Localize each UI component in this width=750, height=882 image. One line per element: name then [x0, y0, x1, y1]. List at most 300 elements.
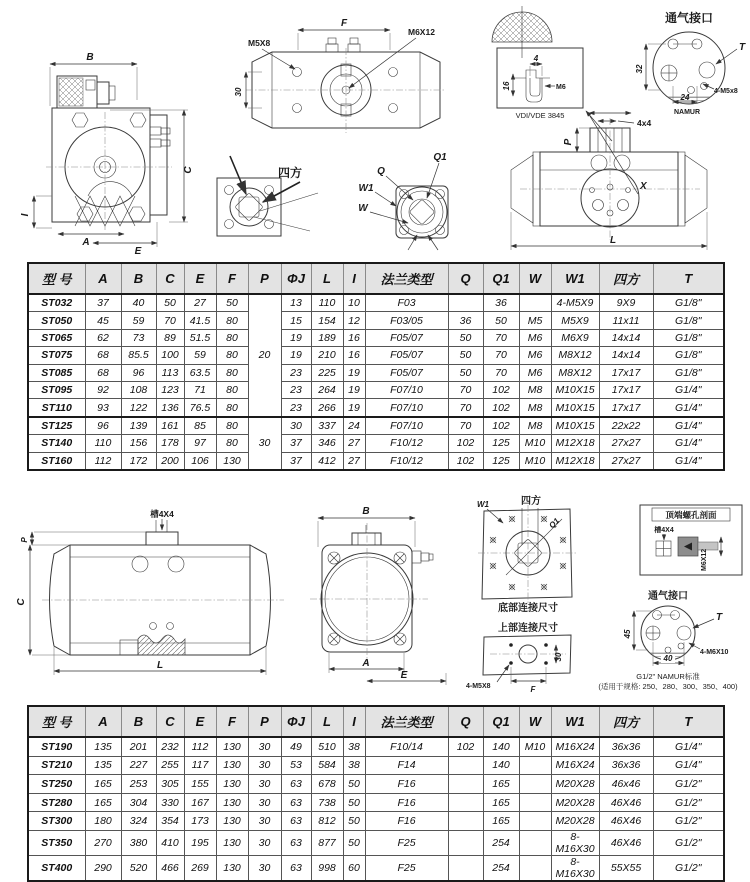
spec-cell: 50: [216, 294, 248, 312]
spec-cell: 410: [156, 830, 184, 855]
column-header: I: [343, 706, 365, 737]
column-header: 四方: [599, 263, 653, 294]
spec-cell: 19: [343, 381, 365, 398]
air-port-title: 通气接口: [664, 11, 714, 25]
spec-cell: G1/8": [653, 347, 724, 364]
spec-cell: 41.5: [184, 312, 216, 329]
spec-cell: 8-M16X30: [551, 830, 599, 855]
spec-cell: 8-M16X30: [551, 855, 599, 881]
spec-cell: 59: [184, 347, 216, 364]
spec-cell: 130: [216, 855, 248, 881]
column-header: E: [184, 263, 216, 294]
spec-cell: 19: [281, 347, 311, 364]
dim-c-label: C: [183, 166, 194, 174]
dim-i-label: I: [20, 213, 31, 217]
dim-40-label: 40: [663, 654, 673, 663]
column-header: C: [156, 706, 184, 737]
spec-cell: [448, 830, 483, 855]
spec-cell: M8X12: [551, 364, 599, 381]
spec-cell: 24: [343, 417, 365, 435]
spec-cell: 19: [281, 329, 311, 346]
spec-cell: 200: [156, 452, 184, 470]
spec-cell: 290: [85, 855, 121, 881]
dim-a2-label: A: [362, 658, 370, 669]
vdi-caption: VDI/VDE 3845: [515, 111, 565, 120]
spec-cell: 106: [184, 452, 216, 470]
spec-cell: [519, 855, 551, 881]
spec-cell: 38: [343, 756, 365, 775]
spec-row: [28, 830, 724, 855]
spec-cell: [448, 294, 483, 312]
spec-cell: F05/07: [365, 347, 448, 364]
column-header: 四方: [599, 706, 653, 737]
spec-cell: 11x11: [599, 312, 653, 329]
spec-cell: G1/2": [653, 793, 724, 812]
spec-cell: F05/07: [365, 329, 448, 346]
spec-cell: 130: [216, 830, 248, 855]
spec-cell: M5X9: [551, 312, 599, 329]
spec-cell: 330: [156, 793, 184, 812]
spec-cell: 16: [343, 329, 365, 346]
spec-cell: 70: [448, 417, 483, 435]
column-header: B: [121, 263, 156, 294]
4m5x8-callout: 4-M5X8: [466, 683, 491, 690]
spec-cell: 30: [248, 830, 281, 855]
spec-cell: 80: [216, 329, 248, 346]
spec-cell: 156: [121, 435, 156, 452]
spec-cell: M6: [519, 347, 551, 364]
column-header: I: [343, 263, 365, 294]
spec-cell: G1/4": [653, 452, 724, 470]
spec-cell: 80: [216, 364, 248, 381]
t-label: T: [738, 42, 746, 53]
spec-cell: 30: [248, 775, 281, 794]
column-header: E: [184, 706, 216, 737]
column-header: L: [311, 706, 343, 737]
spec-cell: M10X15: [551, 399, 599, 417]
spec-cell: 80: [216, 347, 248, 364]
dim-e-label: E: [134, 246, 142, 257]
q1-label: Q1: [433, 152, 447, 163]
model-cell: ST300: [28, 812, 85, 831]
spec-cell: 102: [448, 435, 483, 452]
top-connection-view: [466, 621, 571, 694]
spec-cell: 38: [343, 737, 365, 756]
spec-cell: F07/10: [365, 417, 448, 435]
vdi-m6-label: M6: [556, 84, 566, 91]
dim-a-label: A: [82, 237, 90, 248]
model-cell: ST280: [28, 793, 85, 812]
spec-cell: 9X9: [599, 294, 653, 312]
spec-cell: M8: [519, 399, 551, 417]
spec-cell: 264: [311, 381, 343, 398]
spec-row: [28, 775, 724, 794]
square-callout-2: 四方: [521, 496, 541, 507]
actuator-top-view: [234, 18, 446, 133]
spec-cell: 37: [85, 294, 121, 312]
namur-label: NAMUR: [673, 109, 701, 116]
spec-cell: 50: [343, 775, 365, 794]
spec-cell: M12X18: [551, 435, 599, 452]
spec-row: [28, 364, 724, 381]
column-header: P: [248, 263, 281, 294]
spec-cell: 63: [281, 793, 311, 812]
shaft-flange-view: [358, 152, 448, 250]
column-header: A: [85, 706, 121, 737]
spec-cell: 36: [448, 312, 483, 329]
column-header: 型 号: [28, 263, 85, 294]
column-header: ΦJ: [281, 263, 311, 294]
spec-cell: M20X28: [551, 812, 599, 831]
spec-cell: 180: [85, 812, 121, 831]
spec-cell: 254: [483, 830, 519, 855]
spec-cell: F16: [365, 775, 448, 794]
spec-cell: 30: [248, 737, 281, 756]
model-cell: ST350: [28, 830, 85, 855]
spec-row: [28, 329, 724, 346]
spec-cell: 130: [216, 756, 248, 775]
spec-cell: 165: [483, 793, 519, 812]
spec-cell: M10X15: [551, 417, 599, 435]
spec-cell: 51.5: [184, 329, 216, 346]
spec-cell: 232: [156, 737, 184, 756]
spec-cell: 30: [248, 812, 281, 831]
spec-cell: M20X28: [551, 775, 599, 794]
q-label: Q: [377, 166, 385, 177]
spec-cell: 122: [121, 399, 156, 417]
spec-cell: 97: [184, 435, 216, 452]
spec-cell: 201: [121, 737, 156, 756]
spec-cell: 270: [85, 830, 121, 855]
column-header: P: [248, 706, 281, 737]
spec-cell: F14: [365, 756, 448, 775]
bottom-drawings: [0, 487, 750, 702]
column-header: C: [156, 263, 184, 294]
spec-cell: G1/2": [653, 775, 724, 794]
p-value-cell: 30: [248, 417, 281, 470]
m6x12-label-2: M6X12: [701, 548, 708, 571]
spec-cell: 139: [121, 417, 156, 435]
dim-l-label: L: [609, 235, 617, 246]
column-header: B: [121, 706, 156, 737]
spec-cell: 678: [311, 775, 343, 794]
spec-cell: 140: [483, 737, 519, 756]
spec-cell: 812: [311, 812, 343, 831]
spec-cell: G1/8": [653, 294, 724, 312]
spec-cell: 167: [184, 793, 216, 812]
spec-cell: 70: [156, 312, 184, 329]
x-label: X: [640, 181, 647, 192]
spec-cell: 110: [311, 294, 343, 312]
spec-cell: G1/4": [653, 381, 724, 398]
spec-cell: 17x17: [599, 364, 653, 381]
spec-cell: 227: [121, 756, 156, 775]
spec-cell: 23: [281, 364, 311, 381]
w-label: W: [358, 203, 368, 214]
spec-cell: 269: [184, 855, 216, 881]
column-header: A: [85, 263, 121, 294]
spec-cell: 23: [281, 399, 311, 417]
spec-cell: 63: [281, 775, 311, 794]
spec-cell: M16X24: [551, 756, 599, 775]
spec-cell: 17x17: [599, 399, 653, 417]
spec-cell: 173: [184, 812, 216, 831]
model-cell: ST210: [28, 756, 85, 775]
spec-cell: F07/10: [365, 381, 448, 398]
spec-cell: M6: [519, 364, 551, 381]
spec-cell: 50: [448, 347, 483, 364]
square-callout-label: 四方: [277, 166, 303, 180]
slot-4x4-label-2: 槽4X4: [654, 527, 674, 534]
column-header: Q1: [483, 263, 519, 294]
spec-cell: 30: [281, 417, 311, 435]
dim-b2-label: B: [362, 506, 370, 517]
spec-cell: G1/8": [653, 329, 724, 346]
spec-cell: G1/4": [653, 399, 724, 417]
spec-cell: 337: [311, 417, 343, 435]
spec-cell: 80: [216, 417, 248, 435]
spec-cell: [448, 756, 483, 775]
model-cell: ST075: [28, 347, 85, 364]
square-flange-view: [217, 156, 318, 236]
spec-cell: 50: [343, 812, 365, 831]
spec-cell: 877: [311, 830, 343, 855]
spec-cell: 80: [216, 435, 248, 452]
spec-cell: 23: [281, 381, 311, 398]
spec-cell: 50: [343, 830, 365, 855]
dim-l2-label: L: [156, 660, 164, 671]
spec-cell: 305: [156, 775, 184, 794]
dimension-table-small-models: [27, 262, 725, 471]
spec-cell: 27: [343, 452, 365, 470]
column-header: F: [216, 706, 248, 737]
column-header: Q: [448, 263, 483, 294]
top-thread-section-box: [640, 505, 742, 575]
spec-cell: G1/4": [653, 435, 724, 452]
air-port-namur-bottom: [598, 589, 738, 691]
spec-cell: [448, 793, 483, 812]
spec-row: [28, 399, 724, 417]
spec-cell: 50: [156, 294, 184, 312]
t-label-2: T: [715, 612, 723, 623]
spec-cell: 738: [311, 793, 343, 812]
spec-cell: 14x14: [599, 347, 653, 364]
p-value-cell: 20: [248, 294, 281, 417]
spec-cell: 17x17: [599, 381, 653, 398]
spec-cell: 130: [216, 737, 248, 756]
spec-cell: 40: [121, 294, 156, 312]
spec-cell: G1/4": [653, 756, 724, 775]
spec-row: [28, 737, 724, 756]
spec-cell: 50: [448, 364, 483, 381]
spec-cell: 125: [483, 452, 519, 470]
spec-cell: 346: [311, 435, 343, 452]
spec-cell: 412: [311, 452, 343, 470]
spec-cell: 255: [156, 756, 184, 775]
column-header: W1: [551, 706, 599, 737]
spec-cell: M10: [519, 452, 551, 470]
namur-standard-caption: G1/2" NAMUR标准: [636, 672, 700, 681]
spec-cell: M8: [519, 381, 551, 398]
m5x8-label: M5X8: [248, 38, 271, 48]
dim-c2-label: C: [16, 598, 27, 606]
spec-cell: [519, 775, 551, 794]
vdi-dim-4: 4: [533, 54, 539, 63]
spec-cell: M5: [519, 312, 551, 329]
spec-cell: 80: [216, 399, 248, 417]
namur-sizes-caption: (适用于规格: 250、280、300、350、400): [598, 682, 738, 691]
spec-cell: [448, 775, 483, 794]
spec-cell: 85: [184, 417, 216, 435]
spec-cell: 102: [448, 452, 483, 470]
m6x12-label: M6X12: [408, 27, 435, 37]
spec-cell: 165: [85, 793, 121, 812]
spec-cell: G1/8": [653, 364, 724, 381]
spec-cell: F16: [365, 793, 448, 812]
spec-cell: 225: [311, 364, 343, 381]
spec-cell: 130: [216, 452, 248, 470]
spec-cell: 73: [121, 329, 156, 346]
spec-cell: 63: [281, 812, 311, 831]
spec-cell: 161: [156, 417, 184, 435]
spec-cell: 266: [311, 399, 343, 417]
spec-cell: 998: [311, 855, 343, 881]
spec-cell: 62: [85, 329, 121, 346]
spec-cell: 113: [156, 364, 184, 381]
spec-cell: 46X46: [599, 830, 653, 855]
spec-cell: G1/4": [653, 737, 724, 756]
spec-cell: 27x27: [599, 452, 653, 470]
spec-cell: 254: [483, 855, 519, 881]
top-drawings: [0, 0, 750, 258]
spec-cell: M6: [519, 329, 551, 346]
spec-cell: F03/05: [365, 312, 448, 329]
spec-cell: 10: [343, 294, 365, 312]
dim-p-label: P: [563, 138, 574, 146]
spec-cell: 130: [216, 775, 248, 794]
spec-cell: F25: [365, 830, 448, 855]
spec-cell: 80: [216, 381, 248, 398]
dim-30-label: 30: [234, 87, 243, 97]
spec-cell: 45: [85, 312, 121, 329]
spec-cell: 130: [216, 812, 248, 831]
dim-32-label: 32: [635, 64, 644, 74]
spec-cell: 59: [121, 312, 156, 329]
spec-cell: M16X24: [551, 737, 599, 756]
dim-e2-label: E: [400, 670, 408, 681]
spec-cell: 112: [184, 737, 216, 756]
bottom-connection-view: [477, 494, 576, 614]
spec-cell: 89: [156, 329, 184, 346]
slot-4x4-label: 槽4X4: [150, 509, 174, 519]
spec-cell: [519, 294, 551, 312]
spec-cell: F07/10: [365, 399, 448, 417]
spec-cell: 195: [184, 830, 216, 855]
large-actuator-side-view: [16, 509, 284, 675]
spec-cell: 36x36: [599, 756, 653, 775]
spec-row: [28, 812, 724, 831]
spec-cell: M8: [519, 417, 551, 435]
spec-cell: M20X28: [551, 793, 599, 812]
model-cell: ST050: [28, 312, 85, 329]
spec-cell: G1/2": [653, 812, 724, 831]
air-port-namur-top: [635, 10, 746, 116]
spec-cell: 27x27: [599, 435, 653, 452]
spec-cell: 14x14: [599, 329, 653, 346]
spec-cell: 135: [85, 737, 121, 756]
spec-cell: 22x22: [599, 417, 653, 435]
spec-cell: [519, 830, 551, 855]
column-header: W: [519, 263, 551, 294]
spec-cell: 37: [281, 435, 311, 452]
spec-row: [28, 347, 724, 364]
section-box-title: 顶端螺孔剖面: [665, 510, 717, 520]
spec-cell: M8X12: [551, 347, 599, 364]
4m6x10-label: 4-M6X10: [700, 649, 729, 656]
dim-f-label: F: [340, 18, 348, 29]
spec-cell: [519, 756, 551, 775]
spec-row: [28, 855, 724, 881]
spec-cell: 108: [121, 381, 156, 398]
spec-cell: M12X18: [551, 452, 599, 470]
spec-cell: 46x46: [599, 775, 653, 794]
spec-cell: 165: [483, 812, 519, 831]
model-cell: ST085: [28, 364, 85, 381]
column-header: 型 号: [28, 706, 85, 737]
top-conn-caption: 上部连接尺寸: [498, 623, 558, 634]
dim-30b-label: 30: [554, 652, 563, 662]
model-cell: ST065: [28, 329, 85, 346]
spec-cell: 36: [483, 294, 519, 312]
spec-cell: 584: [311, 756, 343, 775]
spec-cell: 30: [248, 793, 281, 812]
spec-cell: 46X46: [599, 793, 653, 812]
spec-cell: 96: [85, 417, 121, 435]
spec-cell: 102: [483, 399, 519, 417]
spec-cell: 27: [343, 435, 365, 452]
spec-cell: 13: [281, 294, 311, 312]
spec-cell: 50: [448, 329, 483, 346]
spec-cell: [448, 855, 483, 881]
column-header: ΦJ: [281, 706, 311, 737]
spec-cell: 102: [483, 417, 519, 435]
spec-cell: 63.5: [184, 364, 216, 381]
4x4-label: 4x4: [637, 118, 652, 128]
spec-cell: F25: [365, 855, 448, 881]
column-header: F: [216, 263, 248, 294]
model-cell: ST110: [28, 399, 85, 417]
spec-cell: 71: [184, 381, 216, 398]
spec-cell: M10: [519, 435, 551, 452]
column-header: Q1: [483, 706, 519, 737]
dim-b-label: B: [86, 52, 94, 63]
spec-cell: 4-M5X9: [551, 294, 599, 312]
spec-cell: 16: [343, 347, 365, 364]
spec-cell: 80: [216, 312, 248, 329]
spec-cell: F05/07: [365, 364, 448, 381]
spec-cell: 520: [121, 855, 156, 881]
spec-row: [28, 381, 724, 398]
spec-cell: 55X55: [599, 855, 653, 881]
spec-cell: 50: [343, 793, 365, 812]
spec-cell: 63: [281, 855, 311, 881]
dim-p2-label: P: [20, 537, 29, 543]
spec-cell: F10/12: [365, 452, 448, 470]
spec-cell: 510: [311, 737, 343, 756]
spec-cell: 210: [311, 347, 343, 364]
spec-cell: 68: [85, 364, 121, 381]
spec-cell: 178: [156, 435, 184, 452]
